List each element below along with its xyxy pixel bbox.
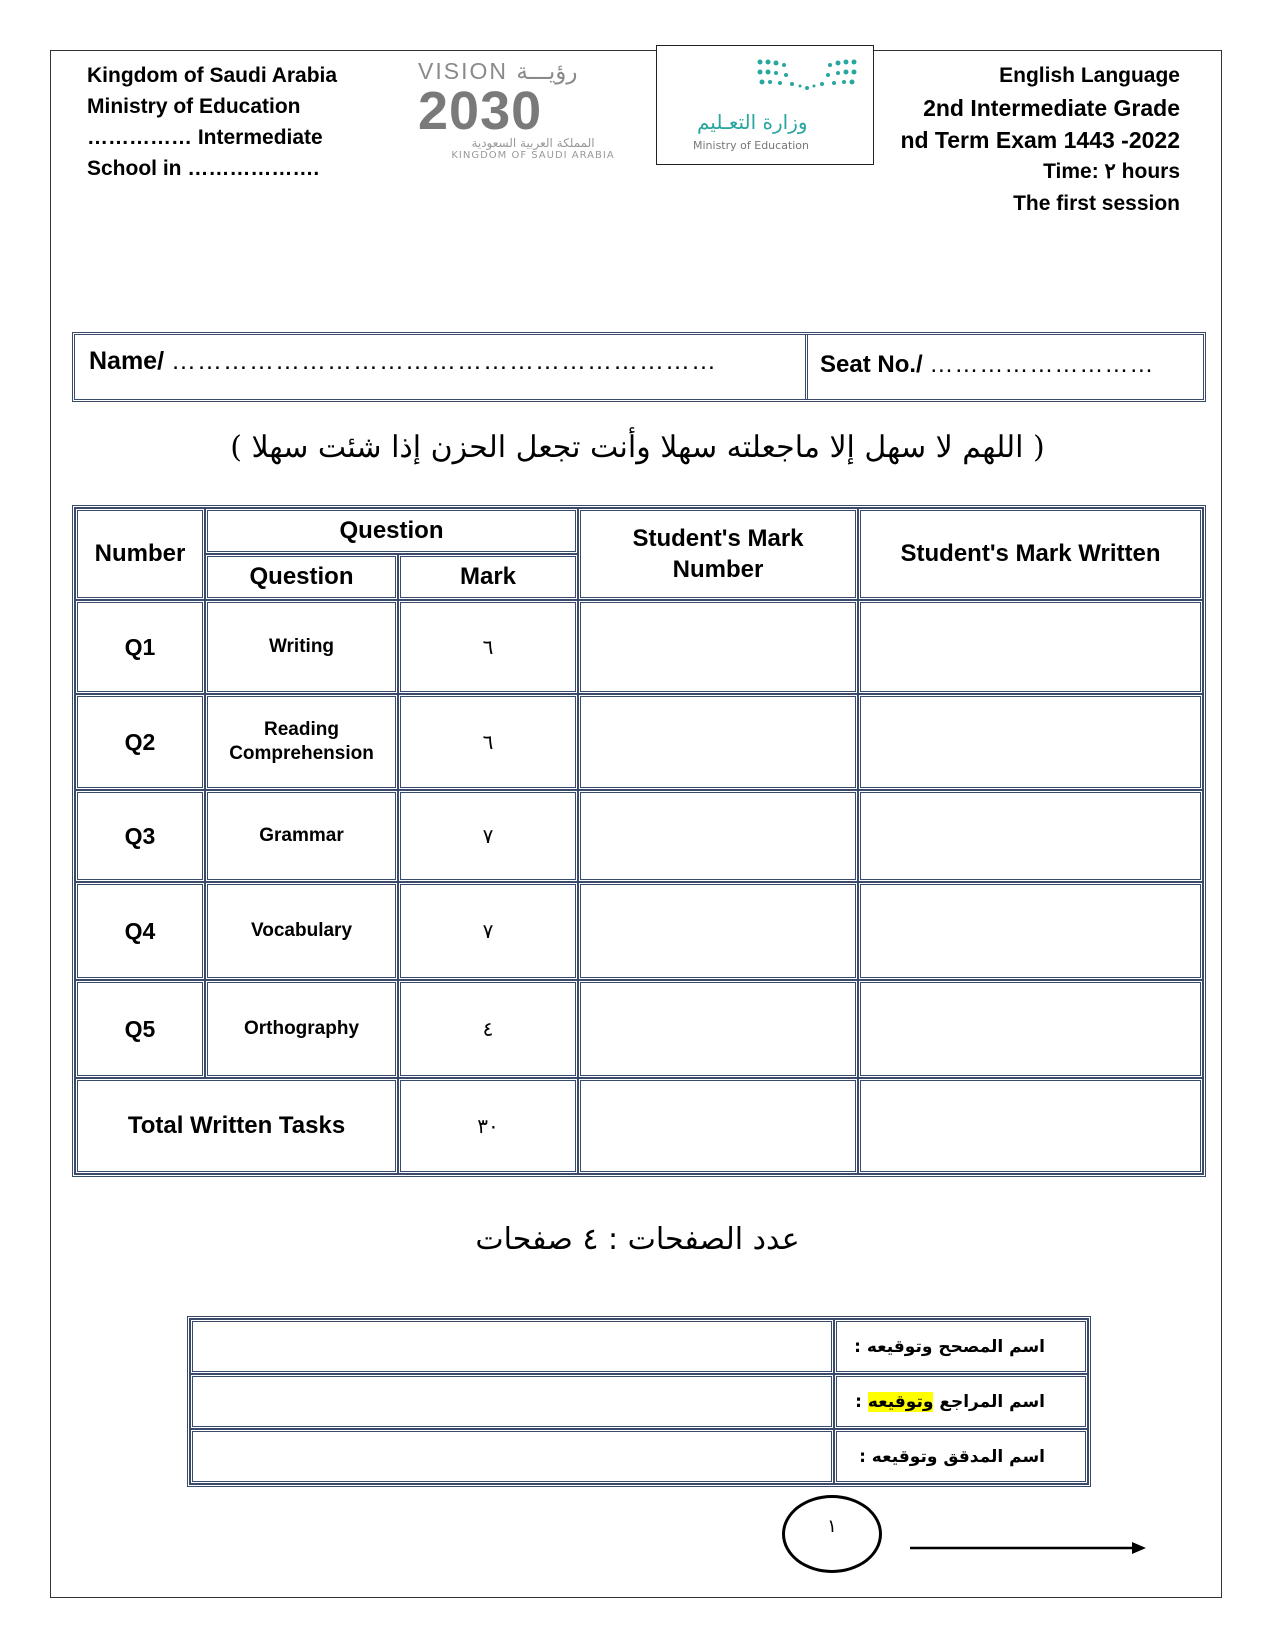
signature-row <box>190 1319 1088 1374</box>
vision-logo-arabic: المملكة العربية السعودية <box>471 136 595 150</box>
header-session: The first session <box>1013 192 1180 215</box>
header-right <box>900 60 1180 220</box>
vision-logo-title: VISION رؤيـــة <box>418 58 578 84</box>
header-school-level: …………… Intermediate <box>87 126 323 149</box>
seat-dots: ……………………… <box>929 351 1155 378</box>
header-ministry: Ministry of Education <box>87 95 301 118</box>
header-mark: Mark <box>398 554 578 600</box>
row-question: Writing <box>205 600 398 694</box>
student-mark-written-cell[interactable] <box>858 790 1203 882</box>
row-number: Q4 <box>75 882 205 980</box>
total-student-mark-written-cell[interactable] <box>858 1078 1203 1174</box>
prayer-text: ( اللهم لا سهل إلا ماجعلته سهلا وأنت تجعل الحزن إذا شئت سهلا ) <box>230 430 1045 465</box>
table-row-total <box>75 1078 1203 1174</box>
table-row <box>75 600 1203 694</box>
seat-label: Seat No./ <box>820 351 923 378</box>
total-label: Total Written Tasks <box>75 1078 398 1174</box>
ministry-logo <box>656 45 874 165</box>
auditor-label: اسم المدقق وتوقيعه : <box>834 1429 1088 1484</box>
header-student-mark-number-text: Student's Mark Number <box>632 525 804 583</box>
student-mark-number-cell[interactable] <box>578 882 858 980</box>
header-student-mark-written: Student's Mark Written <box>858 508 1203 600</box>
table-row <box>75 790 1203 882</box>
ministry-logo-english: Ministry of Education <box>693 139 810 152</box>
seat-field[interactable] <box>820 351 1154 379</box>
reviewer-signature-cell[interactable] <box>190 1374 834 1429</box>
ministry-logo-arabic: وزارة التعـليم <box>697 110 808 134</box>
vision-2030-logo <box>418 58 648 161</box>
name-label: Name/ <box>89 347 165 375</box>
name-dots: ……………………………………………………… <box>171 347 717 375</box>
total-mark: ٣٠ <box>398 1078 578 1174</box>
row-mark: ٧ <box>398 790 578 882</box>
student-mark-number-cell[interactable] <box>578 694 858 790</box>
student-mark-written-cell[interactable] <box>858 600 1203 694</box>
student-mark-number-cell[interactable] <box>578 600 858 694</box>
reviewer-label-suffix: : <box>855 1391 868 1412</box>
header-school-name: School in ………………. <box>87 157 320 180</box>
pages-count: عدد الصفحات : ٤ صفحات <box>475 1222 800 1257</box>
header-question: Question <box>205 554 398 600</box>
signature-table <box>187 1316 1091 1487</box>
header-grade: 2nd Intermediate Grade <box>923 95 1180 121</box>
name-field[interactable] <box>89 347 717 376</box>
row-question: Vocabulary <box>205 882 398 980</box>
row-mark: ٦ <box>398 694 578 790</box>
row-mark: ٧ <box>398 882 578 980</box>
student-mark-written-cell[interactable] <box>858 882 1203 980</box>
header-country: Kingdom of Saudi Arabia <box>87 64 338 87</box>
reviewer-label <box>834 1374 1088 1429</box>
page-number-circle <box>782 1495 882 1573</box>
student-info-box <box>72 332 1206 402</box>
table-row <box>75 694 1203 790</box>
corrector-label: اسم المصحح وتوقيعه : <box>834 1319 1088 1374</box>
row-question: Grammar <box>205 790 398 882</box>
name-seat-divider <box>805 335 808 399</box>
student-mark-written-cell[interactable] <box>858 980 1203 1078</box>
header-subject: English Language <box>999 64 1180 87</box>
page-number: ١ <box>827 1516 837 1537</box>
row-question-text: Reading Comprehension <box>229 719 374 764</box>
header-question-group: Question <box>205 508 578 554</box>
student-mark-number-cell[interactable] <box>578 980 858 1078</box>
row-number: Q3 <box>75 790 205 882</box>
vision-logo-year: 2030 <box>418 81 543 141</box>
row-number: Q1 <box>75 600 205 694</box>
student-mark-written-cell[interactable] <box>858 694 1203 790</box>
row-number: Q2 <box>75 694 205 790</box>
row-mark: ٤ <box>398 980 578 1078</box>
corrector-signature-cell[interactable] <box>190 1319 834 1374</box>
signature-row <box>190 1429 1088 1484</box>
student-mark-number-cell[interactable] <box>578 790 858 882</box>
table-row <box>75 980 1203 1078</box>
next-page-arrow-icon <box>910 1540 1146 1556</box>
ministry-dots-icon <box>752 56 862 96</box>
row-question: Orthography <box>205 980 398 1078</box>
header-student-mark-number <box>578 508 858 600</box>
marks-table <box>72 505 1206 1177</box>
vision-logo-english: KINGDOM OF SAUDI ARABIA <box>451 150 615 161</box>
row-mark: ٦ <box>398 600 578 694</box>
header-number: Number <box>75 508 205 600</box>
row-number: Q5 <box>75 980 205 1078</box>
row-question <box>205 694 398 790</box>
header-time: Time: ٢ hours <box>1043 160 1180 183</box>
table-row <box>75 882 1203 980</box>
header-left <box>87 60 337 184</box>
signature-row <box>190 1374 1088 1429</box>
header-term: nd Term Exam 1443 -2022 <box>900 127 1180 153</box>
reviewer-label-prefix: اسم المراجع <box>933 1391 1045 1412</box>
reviewer-label-highlight: وتوقيعه <box>867 1391 934 1412</box>
auditor-signature-cell[interactable] <box>190 1429 834 1484</box>
total-student-mark-number-cell[interactable] <box>578 1078 858 1174</box>
